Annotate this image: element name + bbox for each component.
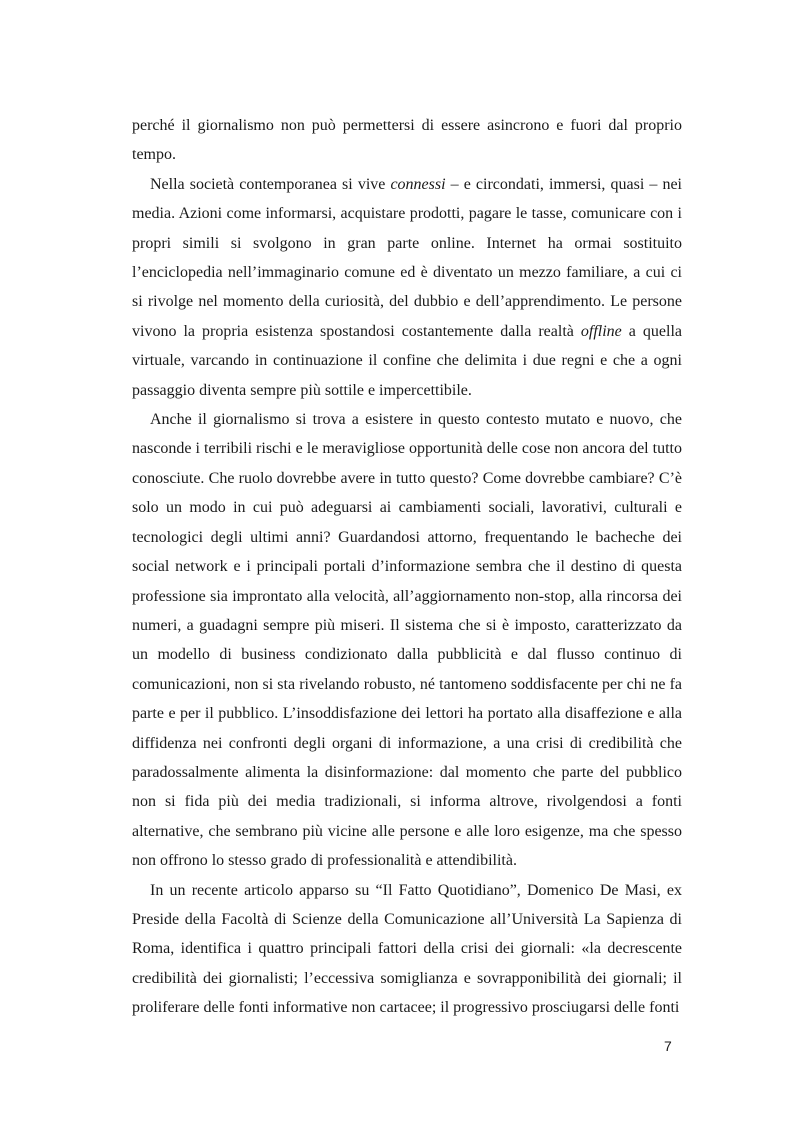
page-number: 7 <box>664 1038 672 1054</box>
paragraph-connected-society <box>132 170 682 405</box>
text-segment: Anche il giornalismo si trova a esistere in questo contesto mutato e nuovo, che nasconde i terribili rischi e le meravigliose opportunità delle cose non ancora del tutto conosciute. Che ruolo dovrebbe avere in tutto questo? Come dovrebbe cambiare? C’è solo un modo in cui può adeguarsi ai cambiamenti sociali, lavorativi, culturali e tecnologici degli ultimi anni? Guardandosi attorno, frequentando le bacheche dei social network e i principali portali d’informazione sembra che il destino di questa professione sia improntato alla velocità, all’aggiornamento non-stop, alla rincorsa dei numeri, a guadagni sempre più miseri. Il sistema che si è imposto, caratterizzato da un modello di business condizionato dalla pubblicità e dal flusso continuo di comunicazioni, non si sta rivelando robusto, né tantomeno soddisfacente per chi ne fa parte e per il pubblico. L’insoddisfazione dei lettori ha portato alla disaffezione e alla diffidenza nei confronti degli organi di informazione, a una crisi di credibilità che paradossalmente alimenta la disinformazione: dal momento che parte del pubblico non si fida più dei media tradizionali, si informa altrove, rivolgendosi a fonti alternative, che sembrano più vicine alle persone e alle loro esigenze, ma che spesso non offrono lo stesso grado di professionalità e attendibilità. <box>132 411 682 870</box>
paragraph-de-masi-article <box>132 876 682 1023</box>
body-text <box>132 111 682 1023</box>
italic-term-connessi: connessi <box>390 175 446 193</box>
paragraph-journalism-context <box>132 405 682 876</box>
text-segment: a quella virtuale, varcando in continuazione il confine che delimita i due regni e che a ogni passaggio diventa sempre più sottile e impercettibile. <box>132 322 682 399</box>
italic-term-offline: offline <box>580 322 622 340</box>
paragraph-continuation <box>132 111 682 170</box>
text-segment: In un recente articolo apparso su “Il Fatto Quotidiano”, Domenico De Masi, ex Preside della Facoltà di Scienze della Comunicazione all’Università La Sapienza di Roma, identifica i quattro principali fattori della crisi dei giornali: «la decrescente credibilità dei giornalisti; l’eccessiva somiglianza e sovrapponibilità dei giornali; il proliferare delle fonti informative non cartacee; il progressivo prosciugarsi delle fonti <box>132 881 682 1017</box>
text-segment: – e circondati, immersi, quasi – nei media. Azioni come informarsi, acquistare prodotti, pagare le tasse, comunicare con i propri simili si svolgono in gran parte online. Internet ha ormai sostituito l’enciclopedia nell’immaginario comune ed è diventato un mezzo familiare, a cui ci si rivolge nel momento della curiosità, del dubbio e dell’apprendimento. Le persone vivono la propria esistenza spostandosi costantemente dalla realtà <box>132 175 683 340</box>
text-segment: Nella società contemporanea si vive <box>150 175 391 193</box>
text-segment: perché il giornalismo non può permettersi di essere asincrono e fuori dal proprio tempo. <box>132 117 682 164</box>
